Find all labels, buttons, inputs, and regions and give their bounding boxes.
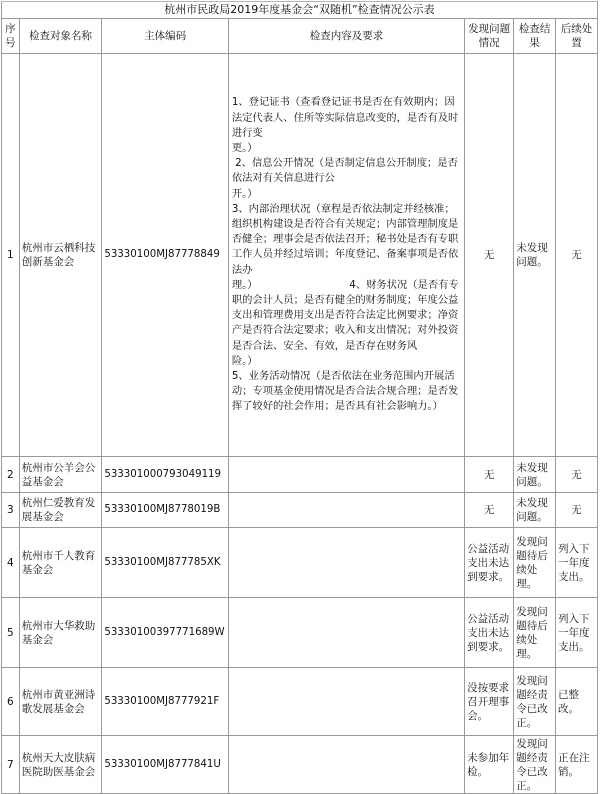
cell-code: 53330100MJ877785XK bbox=[102, 528, 228, 598]
cell-name: 杭州市云栖科技创新基金会 bbox=[19, 54, 102, 457]
cell-followup: 无 bbox=[556, 457, 598, 493]
header-result: 检查结果 bbox=[514, 19, 556, 54]
cell-name: 杭州市千人教育基金会 bbox=[19, 528, 102, 598]
cell-code: 53330100MJ87778849 bbox=[102, 54, 228, 457]
cell-result: 未发现问题。 bbox=[514, 493, 556, 528]
header-content: 检查内容及要求 bbox=[228, 19, 464, 54]
cell-name: 杭州市大华救助基金会 bbox=[19, 598, 102, 668]
cell-content bbox=[228, 598, 464, 668]
cell-result: 未发现问题。 bbox=[514, 457, 556, 493]
cell-name: 杭州市公羊会公益基金会 bbox=[19, 457, 102, 493]
table-row bbox=[2, 736, 598, 794]
cell-no: 1 bbox=[2, 54, 20, 457]
cell-result: 发现问题经责令已改正。 bbox=[514, 736, 556, 794]
table-row bbox=[2, 598, 598, 668]
cell-no: 3 bbox=[2, 493, 20, 528]
cell-no: 5 bbox=[2, 598, 20, 668]
cell-name: 杭州市黄亚洲诗歌发展基金会 bbox=[19, 668, 102, 736]
cell-followup: 正在注销。 bbox=[556, 736, 598, 794]
cell-followup: 已整改。 bbox=[556, 668, 598, 736]
cell-followup: 无 bbox=[556, 493, 598, 528]
cell-name: 杭州天大皮肤病医院助医基金会 bbox=[19, 736, 102, 794]
cell-followup: 列入下一年度支出。 bbox=[556, 598, 598, 668]
cell-no: 4 bbox=[2, 528, 20, 598]
table-row bbox=[2, 54, 598, 457]
cell-issue: 没按要求召开理事会。 bbox=[465, 668, 514, 736]
header-code: 主体编码 bbox=[102, 19, 228, 54]
cell-content bbox=[228, 668, 464, 736]
cell-name: 杭州仁爱教育发展基金会 bbox=[19, 493, 102, 528]
cell-content bbox=[228, 528, 464, 598]
table-row bbox=[2, 528, 598, 598]
cell-code: 53330100MJ8777841U bbox=[102, 736, 228, 794]
cell-no: 2 bbox=[2, 457, 20, 493]
cell-result: 未发现问题。 bbox=[514, 54, 556, 457]
cell-content bbox=[228, 457, 464, 493]
header-row bbox=[2, 19, 598, 54]
header-issue: 发现问题情况 bbox=[465, 19, 514, 54]
cell-no: 7 bbox=[2, 736, 20, 794]
table-row bbox=[2, 668, 598, 736]
table-title: 杭州市民政局2019年度基金会“双随机”检查情况公示表 bbox=[2, 2, 598, 19]
cell-result: 发现问题经责令已改正。 bbox=[514, 668, 556, 736]
cell-issue: 公益活动支出未达到要求。 bbox=[465, 598, 514, 668]
cell-code: 53330100MJ8777921F bbox=[102, 668, 228, 736]
cell-no: 6 bbox=[2, 668, 20, 736]
cell-issue: 无 bbox=[465, 493, 514, 528]
cell-content bbox=[228, 493, 464, 528]
cell-code: 53330100MJ8778019B bbox=[102, 493, 228, 528]
cell-followup: 无 bbox=[556, 54, 598, 457]
header-name: 检查对象名称 bbox=[19, 19, 102, 54]
cell-code: 533301000793049119 bbox=[102, 457, 228, 493]
header-no: 序号 bbox=[2, 19, 20, 54]
cell-followup: 列入下一年度支出。 bbox=[556, 528, 598, 598]
cell-content bbox=[228, 736, 464, 794]
cell-content: 1、登记证书（查看登记证书是否在有效期内；因法定代表人、住所等实际信息改变的，是否有及时进行变 更。） 2、信息公开情况（是否制定信息公开制度；是否依法对有关信息进行公 开。） 3、内部治理状况（章程是否依法制定并经核准；组织机构建设是否符合有关规定；内部管理制度是否健全；理事会是否依法召开；秘书处是否有专职工作人员并经过培训；年度登记、备案事项是否依法办 理。） 4、财务状况（是否有专职的会计人员；是否有健全的财务制度；年度公益支出和管理费用支出是否符合法定比例要求；净资产是否符合法定要求；收入和支出情况；对外投资是否合法、安全、有效，是否存在财务风 险。） 5、业务活动情况（是否依法在业务范围内开展活动；专项基金使用情况是否合法合规合理；是否发挥了较好的社会作用；是否具有社会影响力。） bbox=[228, 54, 464, 457]
cell-code: 53330100397771689W bbox=[102, 598, 228, 668]
cell-issue: 无 bbox=[465, 54, 514, 457]
cell-issue: 无 bbox=[465, 457, 514, 493]
cell-result: 发现问题待后续处理。 bbox=[514, 528, 556, 598]
table-row bbox=[2, 457, 598, 493]
cell-issue: 公益活动支出未达到要求。 bbox=[465, 528, 514, 598]
table-row bbox=[2, 493, 598, 528]
header-followup: 后续处置 bbox=[556, 19, 598, 54]
cell-result: 发现问题待后续处理。 bbox=[514, 598, 556, 668]
inspection-table bbox=[1, 1, 598, 794]
cell-issue: 未参加年检。 bbox=[465, 736, 514, 794]
